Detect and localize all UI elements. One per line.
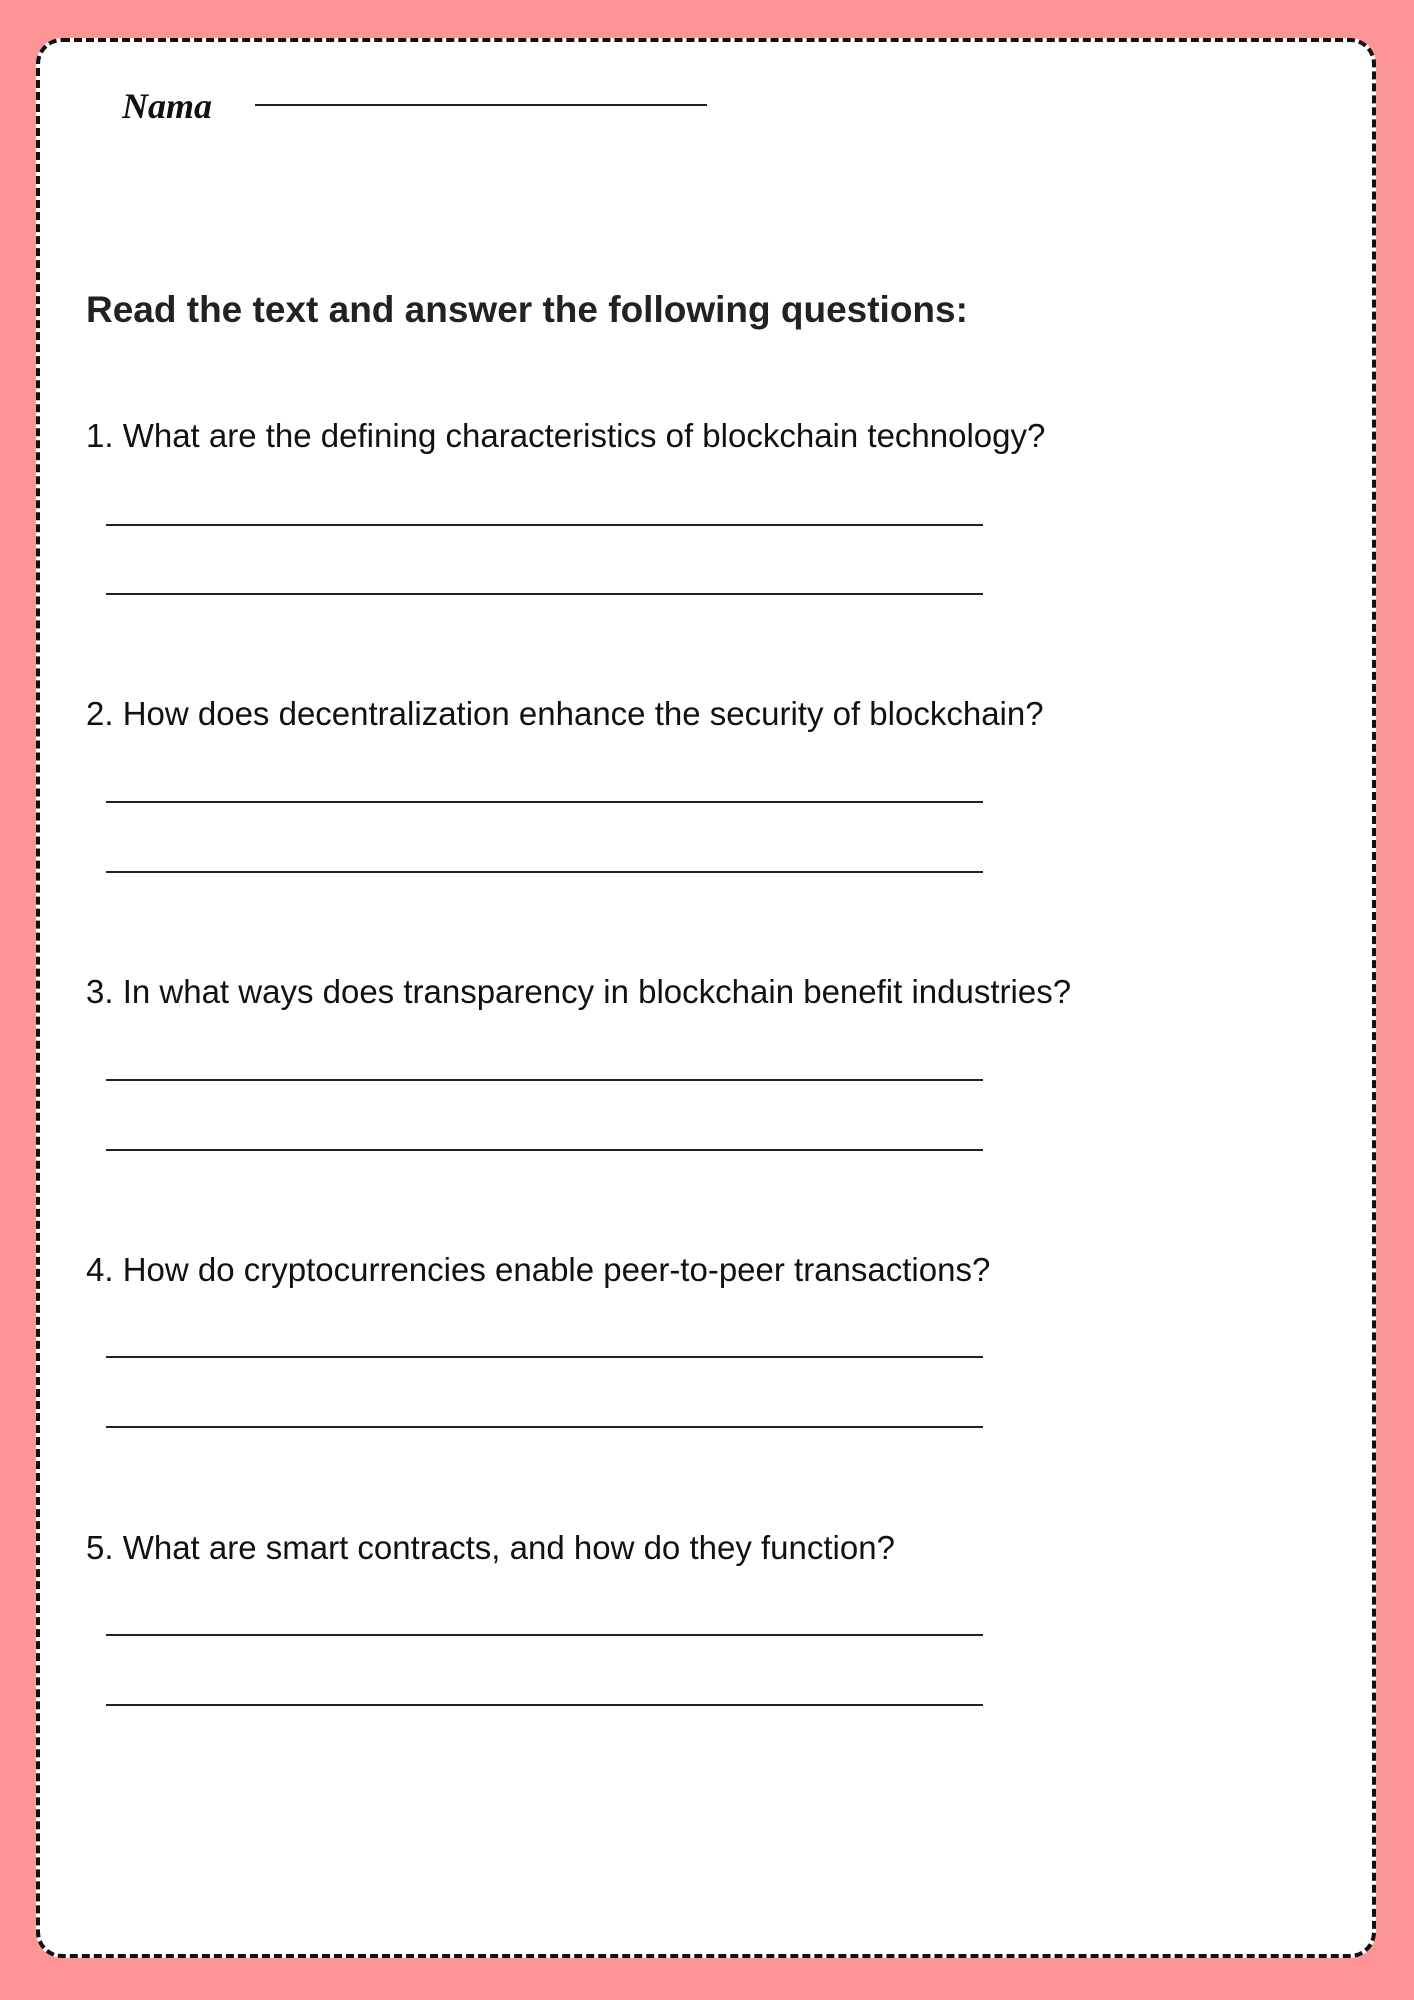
answer-line-2b[interactable] <box>106 871 983 873</box>
answer-line-2a[interactable] <box>106 801 983 803</box>
question-5: 5. What are smart contracts, and how do they function? <box>86 1529 895 1566</box>
question-2: 2. How does decentralization enhance the security of blockchain? <box>86 695 1044 732</box>
question-1: 1. What are the defining characteristics of blockchain technology? <box>86 417 1046 454</box>
name-input-line[interactable] <box>255 104 707 106</box>
name-label: Nama <box>122 86 212 126</box>
answer-line-5a[interactable] <box>106 1634 983 1636</box>
answer-line-3a[interactable] <box>106 1079 983 1081</box>
answer-line-4b[interactable] <box>106 1426 983 1428</box>
name-row <box>122 84 212 128</box>
question-4: 4. How do cryptocurrencies enable peer-to-peer transactions? <box>86 1251 991 1288</box>
answer-line-4a[interactable] <box>106 1356 983 1358</box>
answer-line-1b[interactable] <box>106 593 983 595</box>
question-3: 3. In what ways does transparency in blockchain benefit industries? <box>86 973 1072 1010</box>
instructions-heading: Read the text and answer the following questions: <box>86 289 968 330</box>
answer-line-1a[interactable] <box>106 524 983 526</box>
answer-line-5b[interactable] <box>106 1704 983 1706</box>
answer-line-3b[interactable] <box>106 1149 983 1151</box>
